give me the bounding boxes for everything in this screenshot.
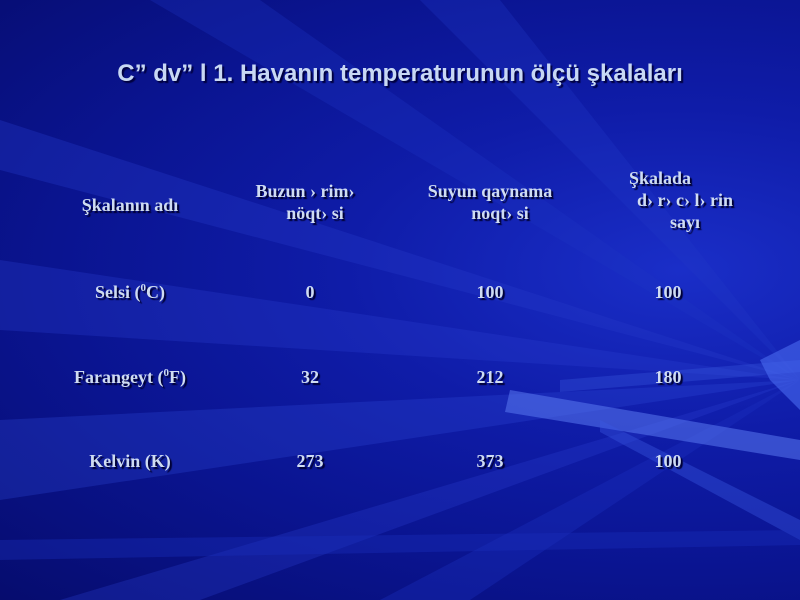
row-name-fahrenheit-suffix: F) bbox=[168, 367, 186, 387]
kelvin-freezing-value: 273 bbox=[296, 451, 324, 471]
header-boiling-line-2: noqt› si bbox=[471, 203, 529, 223]
fahrenheit-divisions-value: 180 bbox=[654, 367, 682, 387]
header-freezing-line-1: Buzun › rim› bbox=[255, 181, 355, 201]
row-name-celsius bbox=[40, 282, 220, 303]
row-name-celsius-suffix: C) bbox=[146, 282, 165, 302]
kelvin-boiling-value: 373 bbox=[476, 451, 504, 471]
header-freezing-point bbox=[220, 180, 390, 224]
kelvin-divisions-value: 100 bbox=[654, 451, 682, 471]
header-boiling-line-1: Suyun qaynama bbox=[427, 181, 553, 201]
row-name-kelvin-label: Kelvin (K) bbox=[89, 451, 171, 471]
header-divisions-line-1: Şkalada bbox=[628, 168, 692, 188]
fahrenheit-boiling-value: 212 bbox=[476, 367, 504, 387]
celsius-boiling-value: 100 bbox=[476, 282, 504, 302]
row-name-celsius-prefix: Selsi ( bbox=[94, 282, 141, 302]
header-freezing-line-2: nöqt› si bbox=[286, 203, 344, 223]
celsius-divisions-value: 100 bbox=[654, 282, 682, 302]
row-name-fahrenheit bbox=[40, 367, 220, 388]
header-boiling-point bbox=[400, 180, 580, 224]
degree-superscript: 0 bbox=[163, 367, 169, 379]
row-name-fahrenheit-prefix: Farangeyt ( bbox=[74, 367, 164, 387]
header-scale-name-line: Şkalanın adı bbox=[81, 195, 179, 215]
header-divisions-line-3: sayı bbox=[669, 212, 700, 232]
header-divisions-count bbox=[600, 167, 770, 233]
celsius-freezing-value: 0 bbox=[305, 282, 315, 302]
row-name-kelvin bbox=[40, 451, 220, 472]
slide-title: C” dv” l 1. Havanın temperaturunun ölçü şkalaları bbox=[117, 60, 683, 87]
degree-superscript: 0 bbox=[140, 282, 146, 294]
fahrenheit-freezing-value: 32 bbox=[301, 367, 319, 387]
header-scale-name bbox=[40, 194, 220, 216]
header-divisions-line-2: d› r› c› l› rin bbox=[637, 190, 733, 210]
